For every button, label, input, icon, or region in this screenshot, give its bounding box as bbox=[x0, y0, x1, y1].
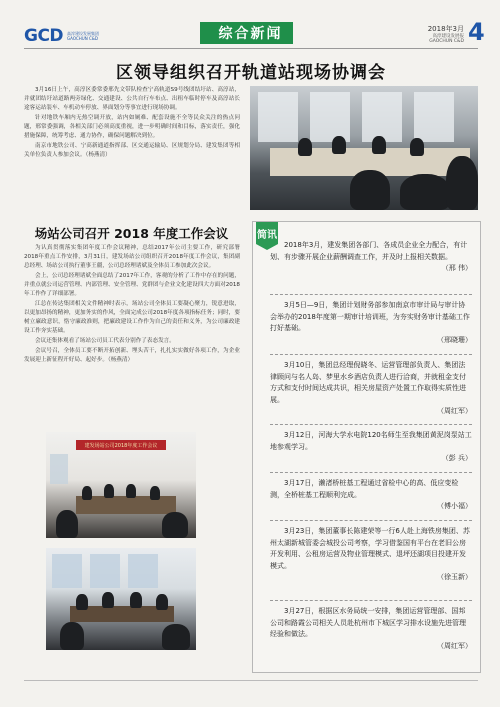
brief-item bbox=[270, 300, 472, 346]
brief-author: （徐玉新） bbox=[437, 573, 472, 581]
meeting-photo-3 bbox=[46, 548, 196, 650]
article2-body bbox=[24, 244, 240, 366]
brief-author: （周红军） bbox=[437, 641, 472, 650]
photo-person bbox=[150, 486, 160, 500]
photo-window bbox=[414, 92, 454, 142]
meeting-photo-1 bbox=[250, 86, 478, 210]
brief-text: 3月23日，集团董事长陈建荣等一行6人赴上海铁房集团、苏州太湖新城管委会城投公司考察，学习借鉴国有平台在老旧公房开发利用、公租房运营及物业管理模式、退坪还湖项目投建开发模式。 bbox=[270, 527, 470, 570]
brief-author: （邢 伟） bbox=[441, 264, 472, 272]
photo-person bbox=[400, 174, 450, 210]
photo-person bbox=[372, 136, 386, 154]
photo-person bbox=[82, 486, 92, 500]
brief-separator bbox=[270, 520, 472, 521]
article1-headline: 区领导组织召开轨道站现场协调会 bbox=[116, 63, 386, 83]
article2-paragraph: 会议号召，全体员工要不断开拓创新、埋头苦干，扎扎实实做好各项工作，为企业发展迎上新征程开好局、起好步。（杨燕清） bbox=[24, 348, 240, 363]
issue-date: 2018年3月 bbox=[427, 25, 464, 33]
photo-person bbox=[162, 512, 188, 538]
photo-window bbox=[90, 554, 120, 588]
logo-subtitle: 高淳建设发展集团 GAOCHUN C&D bbox=[67, 31, 100, 41]
brief-text: 3月5日—9日，集团计划财务部参加南京市审计局与审计协会举办的2018年度第一期审计培训班，为夯实财务审计基础工作打好基础。 bbox=[270, 301, 470, 332]
issue-info bbox=[392, 24, 464, 44]
brief-separator bbox=[270, 600, 472, 601]
brief-item bbox=[270, 240, 472, 275]
brief-text: 3月17日，濑渚桥桩基工程通过省检中心的高、低应变检测，全桥桩基工程顺利完成。 bbox=[270, 479, 459, 499]
brief-item bbox=[270, 526, 472, 584]
photo-person bbox=[126, 484, 136, 498]
brief-item bbox=[270, 360, 472, 418]
company-logo bbox=[24, 26, 107, 46]
photo-person bbox=[104, 484, 114, 498]
brief-separator bbox=[270, 294, 472, 295]
page-number: 4 bbox=[468, 18, 485, 46]
brief-item bbox=[270, 478, 472, 513]
brief-separator bbox=[270, 354, 472, 355]
photo-person bbox=[350, 170, 390, 210]
article2-paragraph: 为认真贯彻落实集团年度工作会议精神，总结2017年公司主要工作，研究部署2018年重点工作安排，3月31日，建发场站公司组织召开2018年度工作会议，集团副总经理、场站公司执行董事王疆，公司总经理诸斌及全体员工参加此次会议。 bbox=[24, 245, 240, 269]
article2-paragraph: 江总在传达集团相关文件精神时表示，场站公司全体员工要凝心聚力，锐意进取，以更加昂扬的精神，更加务实的作风，全面完成公司2018年度各项指标任务；同时，要树立廉政意识，恪守廉政准则，把廉政建设工作作为自己的责任和义务，为公司廉政建设工作夯实基础。 bbox=[24, 301, 240, 334]
footer-rule bbox=[24, 680, 478, 681]
brief-separator bbox=[270, 424, 472, 425]
brief-tag: 简讯 bbox=[256, 222, 278, 244]
meeting-photo-2 bbox=[46, 432, 196, 538]
article1-body bbox=[24, 86, 240, 161]
photo-person bbox=[410, 138, 424, 156]
brief-item bbox=[270, 606, 472, 652]
brief-text: 3月27日，根据区水务局统一安排，集团运营管理部、国邦公司和路霞公司相关人员赴杭州市下城区学习排水设施先进管理经验和做法。 bbox=[270, 607, 466, 638]
photo-window bbox=[128, 554, 158, 588]
section-banner: 综合新闻 bbox=[208, 22, 293, 44]
photo-person bbox=[156, 594, 168, 610]
paper-name: 高淳建设发展报 bbox=[432, 34, 464, 39]
article1-paragraph: 3月16日上午，高淳区委常委邢先文带队检查宁高轨道S9号线团结圩站、高淳站，并就团结圩站道路两旁绿化、交通建设、公共自行车布点、出租车临时停车及高淳站长途客运站装车、车机动车停放、界面划分等事宜进行现场协调。 bbox=[24, 87, 240, 111]
brief-item bbox=[270, 430, 472, 465]
photo-person bbox=[162, 624, 190, 650]
brief-author: （邢晓珊） bbox=[437, 335, 472, 344]
article1-paragraph: 针对地铁车厢内无热空调开放，站内如厕难、配套设施不全等民众关注的热点问题，邢常委强调，各相关部门必须高度重视，进一步明确时间和目标，落实责任，强化措施保障，统筹考虑、通力协作，确保问题解决到位。 bbox=[24, 115, 240, 139]
brief-author: （彭 兵） bbox=[441, 454, 472, 462]
photo-person bbox=[332, 136, 346, 154]
photo-person bbox=[298, 138, 312, 156]
brief-author: （周红军） bbox=[437, 407, 472, 415]
photo-window bbox=[362, 92, 402, 142]
photo-banner: 建发场站公司2018年度工作会议 bbox=[76, 440, 166, 450]
brief-text: 3月12日，河海大学水电院120名师生至我集团黄泥岗泵站工地参观学习。 bbox=[270, 431, 472, 451]
photo-person bbox=[130, 592, 142, 608]
brief-separator bbox=[270, 472, 472, 473]
section-banner-tail bbox=[200, 22, 208, 44]
brief-text: 3月10日，集团总经理倪晓冬、运营管理部负责人、集团法律顾问与名人岛、梦里水乡酒店负责人进行洽商，并就租金支付方式和支付时间达成共识，相关房屋资产处置工作取得实质性进展。 bbox=[270, 361, 466, 404]
photo-person bbox=[60, 622, 84, 650]
photo-person bbox=[446, 156, 478, 210]
article1-paragraph: 南京市地铁公司、宁高新通道指挥部、区交通运输局、区规划分局、建发集团等相关单位负责人参加会议。（杨燕清） bbox=[24, 143, 240, 158]
masthead-rule bbox=[24, 48, 478, 49]
logo-mark: GCD bbox=[24, 26, 64, 46]
brief-author: （傅小福） bbox=[437, 502, 472, 510]
photo-window bbox=[50, 454, 68, 484]
photo-person bbox=[56, 510, 78, 538]
photo-window bbox=[258, 92, 298, 142]
brief-text: 2018年3月，建发集团各部门、各成员企业全力配合，有计划、有步骤开展企业薪酬调查工作，并及时上报相关数据。 bbox=[270, 241, 468, 261]
photo-person bbox=[102, 592, 114, 608]
photo-person bbox=[76, 594, 88, 610]
article2-headline: 场站公司召开 2018 年度工作会议 bbox=[34, 226, 229, 241]
article2-paragraph: 会上，公司总经理诸斌全面总结了2017年工作，客观的分析了工作中存在的问题，并重点就公司运营管理、内部管理、安全管理、党群团与企业文化建设四大方面对2018年工作作了详细部署。 bbox=[24, 273, 240, 297]
paper-name-en: GAOCHUN C&D bbox=[429, 39, 464, 44]
photo-window bbox=[310, 92, 350, 142]
article2-paragraph: 会议还集体观看了场站公司员工代表分别作了表态发言。 bbox=[35, 338, 175, 344]
photo-window bbox=[52, 554, 82, 588]
